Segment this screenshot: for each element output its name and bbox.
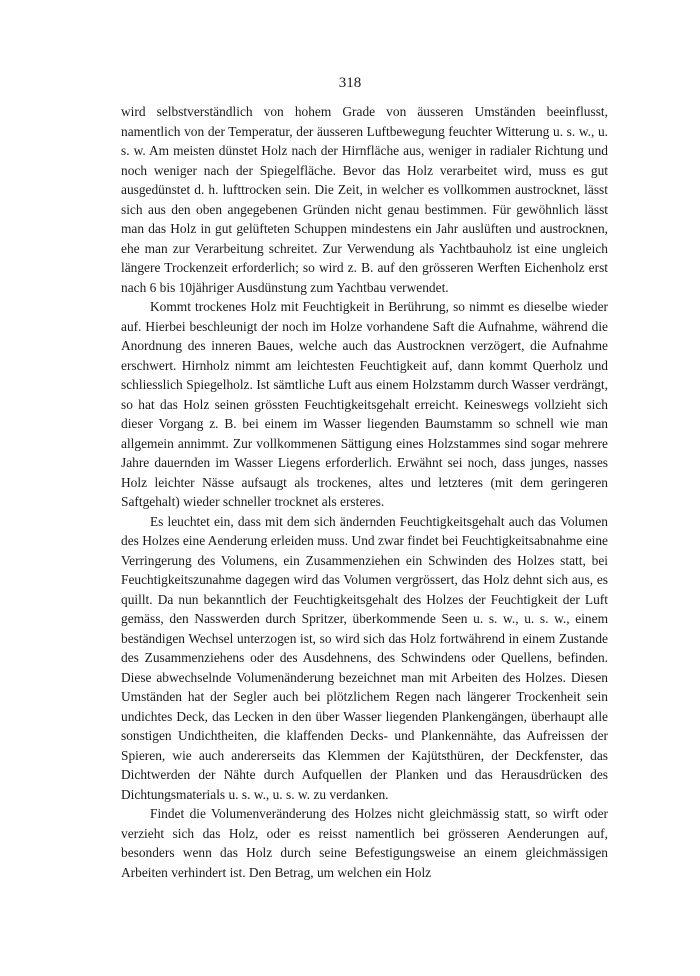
paragraph: Kommt trockenes Holz mit Feuchtigkeit in Berührung, so nimmt es dieselbe wieder auf. Hierbei beschleunigt der noch im Holze vorhandene Saft die Aufnahme, während die Anordnung des inneren Baues, welche auch das Austrocknen verzögert, die Aufnahme erschwert. Hirnholz nimmt am leichtesten Feuchtigkeit auf, dann kommt Querholz und schliesslich Spiegelholz. Ist sämtliche Luft aus einem Holzstamm durch Wasser verdrängt, so hat das Holz seinen grössten Feuchtigkeitsgehalt erreicht. Keineswegs vollzieht sich dieser Vorgang z. B. bei einem im Wasser liegenden Baumstamm so schnell wie man allgemein annimmt. Zur vollkommenen Sättigung eines Holzstammes sind sogar mehrere Jahre dauernden im Wasser Liegens erforderlich. Erwähnt sei noch, dass junges, nasses Holz leichter Nässe aufsaugt als trockenes, altes und letzteres (mit dem geringeren Saftgehalt) wieder schneller trocknet als ersteres.	[121, 299, 608, 509]
paragraph: Findet die Volumenveränderung des Holzes nicht gleichmässig statt, so wirft oder verzieht sich das Holz, oder es reisst namentlich bei grösseren Aenderungen auf, besonders wenn das Holz durch seine Befestigungsweise an einem gleichmässigen Arbeiten verhindert ist. Den Betrag, um welchen ein Holz	[121, 806, 608, 880]
page-number: 318	[338, 75, 362, 91]
body-text	[121, 102, 608, 882]
paragraph: Es leuchtet ein, dass mit dem sich ändernden Feuchtigkeitsgehalt auch das Volumen des Holzes eine Aenderung erleiden muss. Und zwar findet bei Feuchtigkeitsabnahme eine Verringerung des Volumens, ein Zusammenziehen ein Schwinden des Holzes statt, bei Feuchtigkeitszunahme dagegen wird das Volumen vergrössert, das Holz dehnt sich aus, es quillt. Da nun bekanntlich der Feuchtigkeitsgehalt des Holzes der Feuchtigkeit der Luft gemäss, den Nasswerden durch Spritzer, überkommende Seen u. s. w., u. s. w., einem beständigen Wechsel unterzogen ist, so wird sich das Holz fortwährend in einem Zustande des Zusammenziehens oder des Ausdehnens, des Schwindens oder Quellens, befinden. Diese abwechselnde Volumenänderung bezeichnet man mit Arbeiten des Holzes. Diesen Umständen hat der Segler auch bei plötzlichem Regen nach längerer Trockenheit sein undichtes Deck, das Lecken in den über Wasser liegenden Plankengängen, überhaupt alle sonstigen Undichtheiten, die klaffenden Decks- und Plankennähte, das Aufreissen der Spieren, wie auch andererseits das Klemmen der Kajütsthüren, der Deckfenster, das Dichtwerden der Nähte durch Aufquellen der Planken und das Herausdrücken des Dichtungsmaterials u. s. w., u. s. w. zu verdanken.	[121, 513, 608, 802]
paragraph: wird selbstverständlich von hohem Grade von äusseren Umständen beeinflusst, namentlich von der Temperatur, der äusseren Luftbewegung feuchter Witterung u. s. w., u. s. w. Am meisten dünstet Holz nach der Hirnfläche aus, weniger in radialer Richtung und noch weniger nach der Spiegelfläche. Bevor das Holz verarbeitet wird, muss es gut ausgedünstet d. h. lufttrocken sein. Die Zeit, in welcher es vollkommen austrocknet, lässt sich aus den oben angegebenen Gründen nicht genau bestimmen. Für gewöhnlich lässt man das Holz in gut gelüfteten Schuppen mindestens ein Jahr auslüften und austrocknen, ehe man zur Verarbeitung schreitet. Zur Verwendung als Yachtbauholz ist eine ungleich längere Trockenzeit erforderlich; so wird z. B. auf den grösseren Werften Eichenholz erst nach 6 bis 10jähriger Ausdünstung zum Yachtbau verwendet.	[121, 104, 608, 295]
